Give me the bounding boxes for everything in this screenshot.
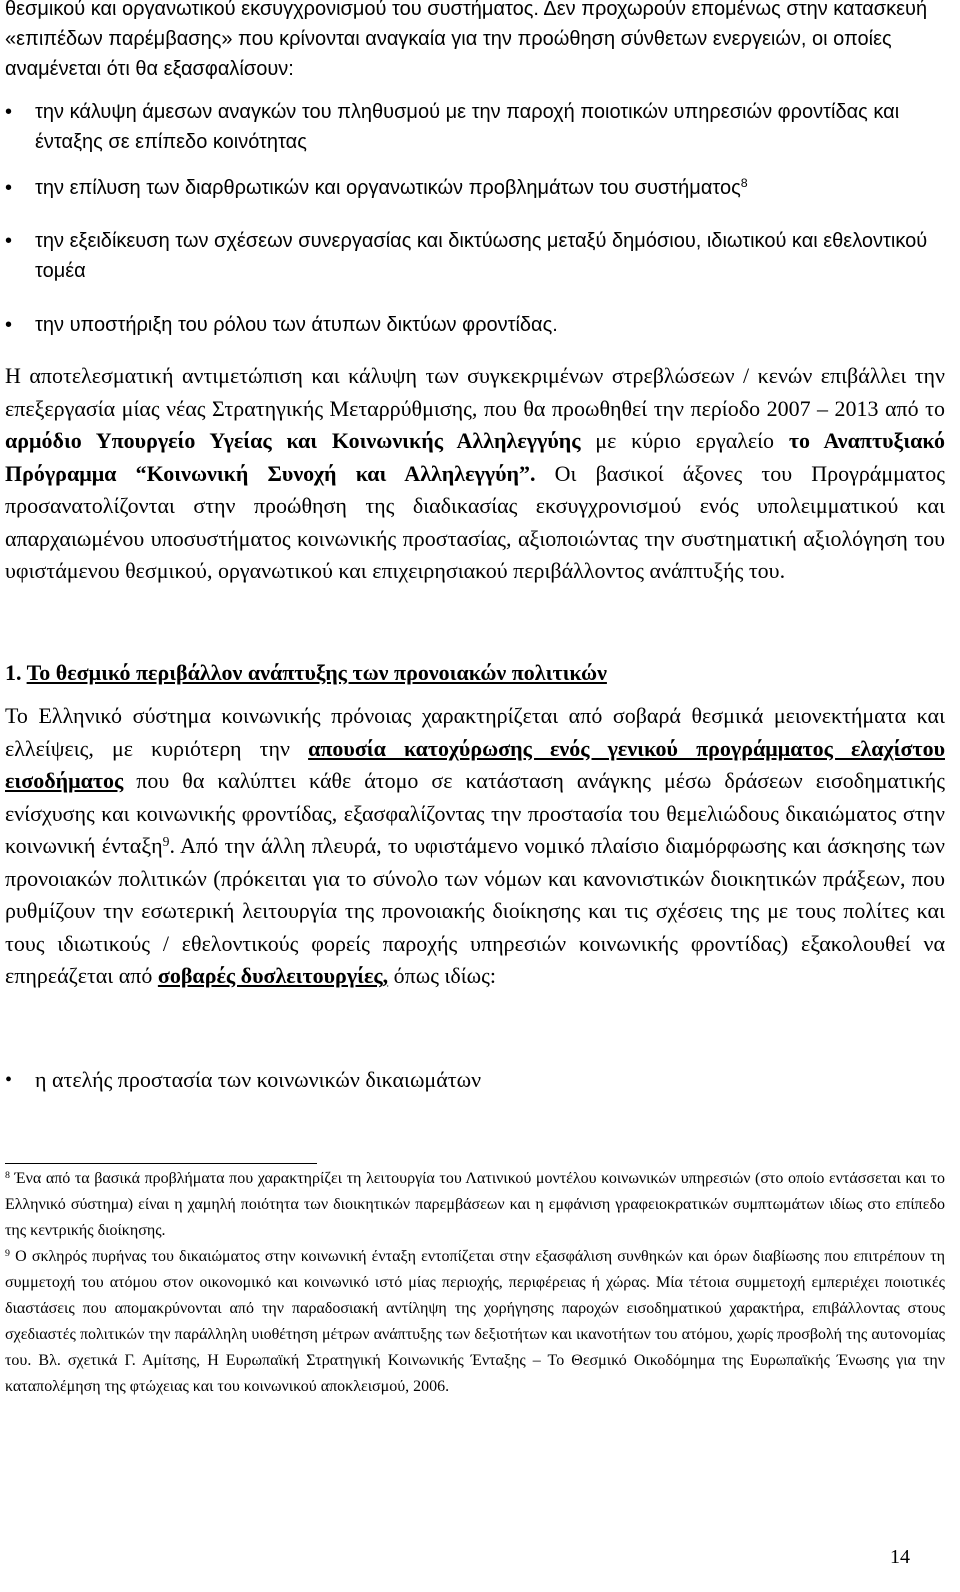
list-item: • την εξειδίκευση των σχέσεων συνεργασίας και δικτύωσης μεταξύ δημόσιου, ιδιωτικού και εθελοντικού τομέα bbox=[5, 226, 945, 286]
bullet-list-5 bbox=[5, 1065, 945, 1095]
intro-paragraph: θεσμικού και οργανωτικού εκσυγχρονισμού του συστήματος. Δεν προχωρούν επομένως στην κατασκευή «επιπέδων παρέμβασης» που κρίνονται αναγκαία για την προώθηση σύνθετων ενεργειών, οι οποίες αναμένεται ότι θα εξασφαλίσουν: bbox=[5, 0, 928, 80]
footnote-ref-8[interactable]: 8 bbox=[740, 176, 748, 191]
para-bold-text: το Αναπτυξιακό Πρόγραμμα “Κοινωνική Συνοχή και Αλληλεγγύη”. bbox=[5, 428, 945, 486]
footnote-9 bbox=[5, 1244, 945, 1400]
body-paragraph-1 bbox=[5, 360, 945, 588]
footnote-separator bbox=[5, 1163, 317, 1164]
footnote-8 bbox=[5, 1166, 945, 1244]
page-number: 14 bbox=[890, 1546, 910, 1568]
para-text: Το Ελληνικό σύστημα κοινωνικής πρόνοιας χαρακτηρίζεται από σοβαρά θεσμικά μειονεκτήματα και ελλείψεις, με κυριότερη την bbox=[5, 703, 945, 761]
list-item: • η ατελής προστασία των κοινωνικών δικαιωμάτων bbox=[5, 1065, 945, 1095]
para-text: . Από την άλλη πλευρά, το υφιστάμενο νομικό πλαίσιο διαμόρφωσης και άσκησης των προνοιακών πολιτικών (πρόκειται για το σύνολο των νόμων και κανονιστικών διοικητικών πράξεων, που ρυθμίζουν την εσωτερική λειτουργία της προνοιακής διοίκησης και τις σχέσεις της με τους πολίτες και τους ιδιωτικούς / εθελοντικούς φορείς παροχής υπηρεσιών κοινωνικής φροντίδας) εξακολουθεί να επηρεάζεται από bbox=[5, 833, 945, 988]
para-bold-text: αρμόδιο Υπουργείο Υγείας και Κοινωνικής Αλληλεγγύης bbox=[5, 428, 581, 453]
section-number: 1. bbox=[5, 660, 22, 685]
section-title: Το θεσμικό περιβάλλον ανάπτυξης των προνοιακών πολιτικών bbox=[26, 660, 607, 685]
para-text: που θα καλύπτει κάθε άτομο σε κατάσταση ανάγκης μέσω δράσεων εισοδηματικής ενίσχυσης και κοινωνικής φροντίδας, εξασφαλίζοντας την προστασία του θεμελιώδους δικαιώματος στην κοινωνική ένταξη bbox=[5, 768, 945, 858]
footnotes bbox=[5, 1166, 945, 1400]
list-item bbox=[5, 173, 945, 203]
para-bold-underlined-text: απουσία κατοχύρωσης ενός γενικού προγράμματος ελαχίστου εισοδήματος bbox=[5, 735, 945, 793]
bullet-list-2 bbox=[5, 173, 945, 203]
list-item-text: την επίλυση των διαρθρωτικών και οργανωτικών προβλημάτων του συστήματος bbox=[35, 177, 741, 199]
body-paragraph-2 bbox=[5, 700, 945, 993]
para-text: όπως ιδίως: bbox=[388, 963, 496, 988]
bullet-list-4 bbox=[5, 310, 945, 340]
bullet-list-3 bbox=[5, 226, 945, 286]
footnote-number: 9 bbox=[5, 1247, 10, 1259]
section-heading bbox=[5, 658, 607, 688]
para-text: Η αποτελεσματική αντιμετώπιση και κάλυψη των συγκεκριμένων στρεβλώσεων / κενών επιβάλλει την επεξεργασία μίας νέας Στρατηγικής Μεταρρύθμισης, που θα προωθηθεί την περίοδο 2007 – 2013 από το bbox=[5, 363, 945, 421]
para-text: Οι βασικοί άξονες του Προγράμματος προσανατολίζονται στην προώθηση της διαδικασίας εκσυγχρονισμού ενός υπολειμματικού και απαρχαιωμένου υποσυστήματος κοινωνικής προστασίας, αξιοποιώντας την συστηματική αξιολόγηση του υφιστάμενου θεσμικού, οργανωτικού και επιχειρησιακού περιβάλλοντος ανάπτυξής του. bbox=[5, 460, 945, 583]
footnote-ref-9[interactable]: 9 bbox=[162, 833, 170, 849]
list-item: • την κάλυψη άμεσων αναγκών του πληθυσμού με την παροχή ποιοτικών υπηρεσιών φροντίδας και ένταξης σε επίπεδο κοινότητας bbox=[5, 97, 945, 157]
footnote-text: Ένα από τα βασικά προβλήματα που χαρακτηρίζει τη λειτουργία του Λατινικού μοντέλου κοινωνικών υπηρεσιών (στο οποίο εντάσσεται και το Ελληνικό σύστημα) είναι η χαμηλή ποιότητα των διοικητικών παρεμβάσεων και η εμφάνιση γραφειοκρατικών συμπτωμάτων ιδίως στο επίπεδο της κεντρικής διοίκησης. bbox=[5, 1170, 945, 1239]
para-text: με κύριο εργαλείο bbox=[580, 428, 789, 453]
footnote-number: 8 bbox=[5, 1169, 10, 1181]
bullet-list-1 bbox=[5, 97, 945, 157]
para-bold-underlined-text: σοβαρές δυσλειτουργίες, bbox=[157, 963, 389, 988]
footnote-text: Ο σκληρός πυρήνας του δικαιώματος στην κοινωνική ένταξη εντοπίζεται στην εξασφάλιση συνθηκών και όρων διαβίωσης που επιτρέπουν τη συμμετοχή του ατόμου στον οικονομικό και κοινωνικό ιστό μίας περιοχής, περιφέρειας ή χώρας. Μία τέτοια συμμετοχή εμπεριέχει ποιοτικές διαστάσεις που απομακρύνονται από την παραδοσιακή αντίληψη της χορήγησης παροχών εισοδηματικού χαρακτήρα, επιβάλλοντας στους σχεδιαστές πολιτικών την παράλληλη υιοθέτηση μέτρων ανάπτυξης των δεξιοτήτων και ικανοτήτων του ατόμου, χωρίς προσβολή της αυτονομίας του. Βλ. σχετικά Γ. Αμίτσης, Η Ευρωπαϊκή Στρατηγική Κοινωνικής Ένταξης – Το Θεσμικό Οικοδόμημα της Ευρωπαϊκής Ένωσης για την καταπολέμηση της φτώχειας και του κοινωνικού αποκλεισμού, 2006. bbox=[5, 1248, 945, 1395]
list-item: • την υποστήριξη του ρόλου των άτυπων δικτύων φροντίδας. bbox=[5, 310, 945, 340]
